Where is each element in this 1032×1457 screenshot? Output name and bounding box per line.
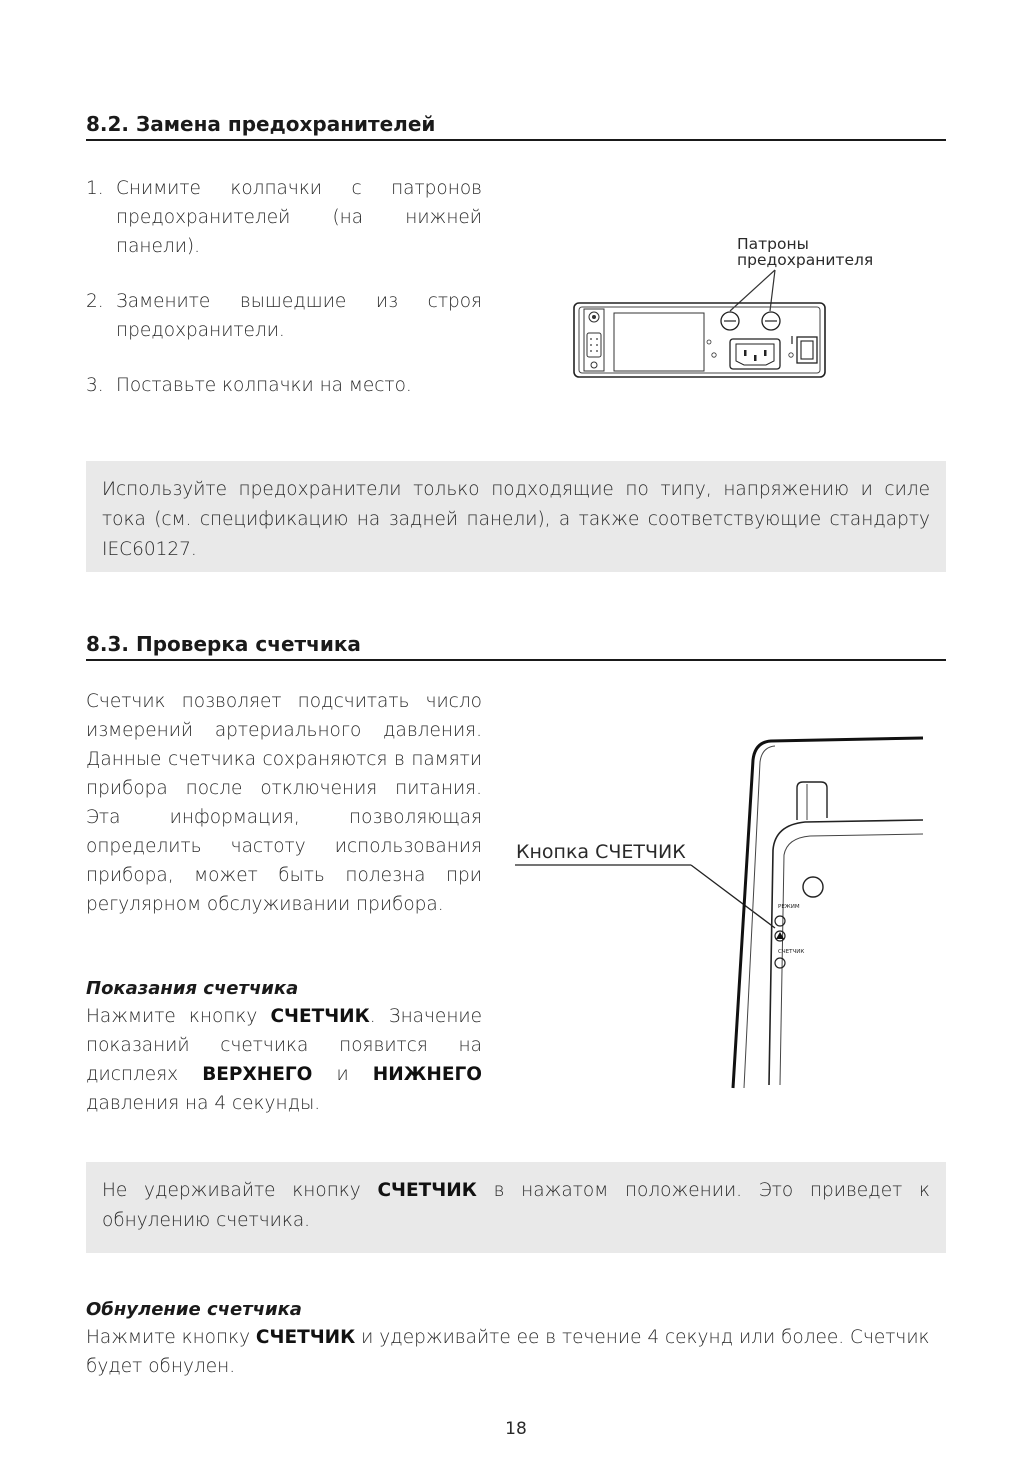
lower-display-name: НИЖНЕГО — [372, 1064, 483, 1085]
counter-button-callout-label: Кнопка СЧЕТЧИК — [516, 841, 686, 863]
knob — [797, 782, 827, 820]
counter-label: СЧЕТЧИК — [778, 949, 805, 955]
counter-readings-heading: Показания счетчика — [86, 978, 299, 999]
list-item — [86, 371, 482, 400]
fuse-holders-label: Патроны предохранителя — [737, 235, 874, 269]
step-number: 1. — [86, 178, 104, 199]
step-text: Снимите колпачки с патронов предохранителей (на нижней панели). — [116, 178, 482, 257]
counter-button-name: СЧЕТЧИК — [255, 1327, 356, 1348]
fuse-note-box — [86, 461, 946, 572]
counter-warning-box: Не удерживайте кнопку СЧЕТЧИК в нажатом положении. Это приведет к обнулению счетчика. — [86, 1162, 946, 1253]
counter-reset-heading: Обнуление счетчика — [86, 1299, 302, 1320]
counter-reset-block — [86, 1297, 946, 1381]
list-item — [86, 287, 482, 345]
round-button — [803, 877, 823, 897]
mode-button — [775, 916, 785, 926]
list-item — [86, 174, 482, 261]
section-heading-fuse-replacement: 8.2. Замена предохранителей — [86, 112, 946, 141]
step-text: Замените вышедшие из строя предохранители. — [116, 291, 482, 341]
fuse-note-text: Используйте предохранители только подходящие по типу, напряжению и силе тока (см. спецификацию на задней панели), а также соответствующие стандарту IEC60127. — [102, 479, 930, 560]
rear-panel-diagram — [570, 265, 830, 385]
housing-outline — [733, 738, 923, 1088]
counter-readings-text: Нажмите кнопку СЧЕТЧИК. Значение показаний счетчика появится на дисплеях ВЕРХНЕГО и НИЖНЕГО давления на 4 секунды. — [86, 1006, 483, 1114]
upper-display-name: ВЕРХНЕГО — [202, 1064, 313, 1085]
page-number: 18 — [505, 1419, 527, 1439]
step-number: 3. — [86, 375, 104, 396]
counter-button-name: СЧЕТЧИК — [377, 1180, 477, 1201]
counter-reset-text: Нажмите кнопку СЧЕТЧИК и удерживайте ее в течение 4 секунд или более. Счетчик будет обнулен. — [86, 1327, 930, 1377]
fuse-leader-line-left — [730, 270, 775, 311]
callout-leader-line — [691, 865, 775, 928]
panel-outline — [574, 303, 825, 377]
fuse-leader-line-right — [770, 270, 775, 311]
counter-button-name: СЧЕТЧИК — [270, 1006, 370, 1027]
counter-readings-block — [86, 976, 482, 1118]
label-plate — [614, 313, 704, 371]
device-front-diagram — [505, 730, 930, 1095]
aux-button — [775, 958, 785, 968]
step-text: Поставьте колпачки на место. — [116, 375, 412, 396]
step-number: 2. — [86, 291, 104, 312]
section-heading-counter-check: 8.3. Проверка счетчика — [86, 632, 946, 661]
mode-label: РЕЖИМ — [778, 904, 800, 910]
fuse-steps-list — [86, 174, 482, 426]
counter-intro-paragraph: Счетчик позволяет подсчитать число измерений артериального давления. Данные счетчика сохраняются в памяти прибора после отключения питания. Эта информация, позволяющая определить частоту использования прибора, может быть полезна при регулярном обслуживании прибора. — [86, 691, 482, 915]
